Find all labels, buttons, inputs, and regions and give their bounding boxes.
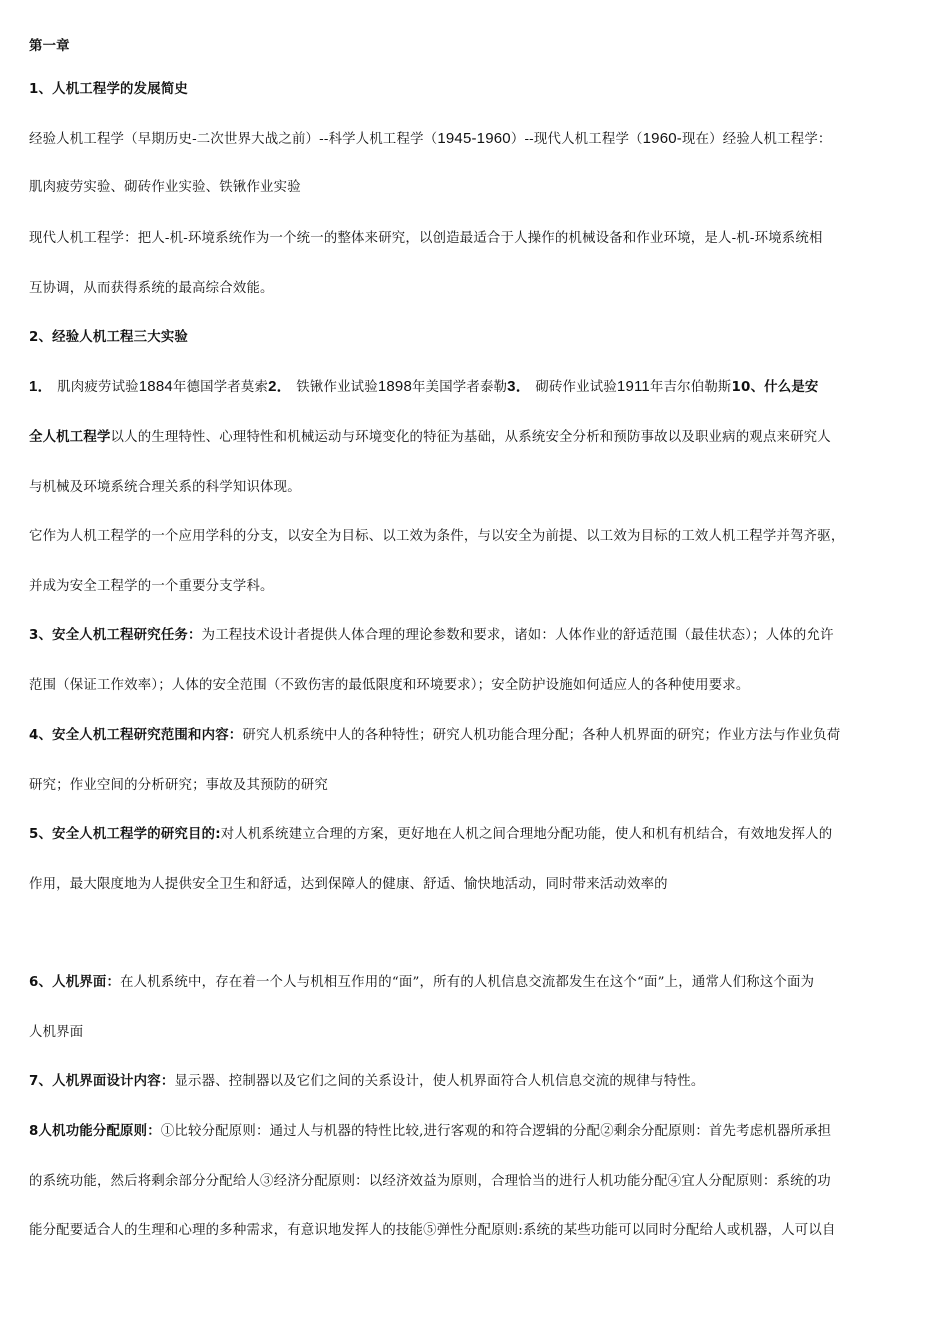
text: 显示器、控制器以及它们之间的关系设计，使人机界面符合人机信息交流的规律与特性。 xyxy=(174,1074,705,1089)
section-2-line-3: 与机械及环境系统合理关系的科学知识体现。 xyxy=(29,480,301,495)
section-6-line-1 xyxy=(29,973,814,993)
text: 年吉尔伯勒斯 xyxy=(649,380,732,395)
year: 1911 xyxy=(616,378,650,395)
section-10-heading: 10、什么是安 xyxy=(731,380,819,395)
section-4-line-2: 研究；作业空间的分析研究；事故及其预防的研究 xyxy=(29,778,328,793)
section-8-line-2: 的系统功能，然后将剩余部分分配给人③经济分配原则：以经济效益为原则，合理恰当的进行人机功能分配④宜人分配原则：系统的功 xyxy=(29,1174,831,1189)
section-8-heading: 8人机功能分配原则： xyxy=(29,1124,161,1139)
section-3-heading: 3、安全人机工程研究任务： xyxy=(29,628,202,643)
section-1-line-2: 肌肉疲劳实验、砌砖作业实验、铁锹作业实验 xyxy=(29,180,301,195)
section-2-line-5: 并成为安全工程学的一个重要分支学科。 xyxy=(29,579,274,594)
item-number: 2． xyxy=(268,378,292,395)
section-10-heading-cont: 全人机工程学 xyxy=(29,430,111,445)
text: 年美国学者泰勒 xyxy=(412,380,508,395)
text: 以人的生理特性、心理特性和机械运动与环境变化的特征为基础，从系统安全分析和预防事故以及职业病的观点来研究人 xyxy=(110,430,831,445)
section-2-line-4: 它作为人机工程学的一个应用学科的分支，以安全为目标、以工效为条件，与以安全为前提、以工效为目标的工效人机工程学并驾齐驱， xyxy=(29,529,845,544)
section-5-heading: 5、安全人机工程学的研究目的: xyxy=(29,827,221,842)
text: 对人机系统建立合理的方案，更好地在人机之间合理地分配功能，使人和机有机结合，有效地发挥人的 xyxy=(220,827,833,842)
section-7-heading: 7、人机界面设计内容： xyxy=(29,1074,175,1089)
text: ①比较分配原则：通过人与机器的特性比较,进行客观的和符合逻辑的分配②剩余分配原则：首先考虑机器所承担 xyxy=(160,1124,832,1139)
text: 年德国学者莫索 xyxy=(172,380,269,395)
section-1-heading: 1、人机工程学的发展简史 xyxy=(29,82,189,97)
section-2-line-2 xyxy=(29,428,831,448)
year: 1898 xyxy=(377,378,413,395)
text: 铁锹作业试验 xyxy=(296,380,378,395)
text: 研究人机系统中人的各种特性；研究人机功能合理分配；各种人机界面的研究；作业方法与作业负荷 xyxy=(242,728,841,743)
section-7-line-1 xyxy=(29,1072,704,1092)
section-1-line-3: 现代人机工程学：把人-机-环境系统作为一个统一的整体来研究，以创造最适合于人操作的机械设备和作业环境，是人-机-环境系统相 xyxy=(29,231,823,246)
year: 1884 xyxy=(138,378,173,395)
section-2-heading: 2、经验人机工程三大实验 xyxy=(29,330,189,345)
section-2-line-1 xyxy=(29,377,819,398)
section-8-line-1 xyxy=(29,1122,831,1142)
text: 为工程技术设计者提供人体合理的理论参数和要求，诸如：人体作业的舒适范围（最佳状态）；人体的允许 xyxy=(201,628,834,643)
section-5-line-1 xyxy=(29,825,832,845)
section-1-line-1 xyxy=(29,129,832,150)
section-4-heading: 4、安全人机工程研究范围和内容： xyxy=(29,728,243,743)
text: 砌砖作业试验 xyxy=(535,380,617,395)
text: 现在）经验人机工程学： xyxy=(682,132,832,147)
section-8-line-3: 能分配要适合人的生理和心理的多种需求，有意识地发挥人的技能⑤弹性分配原则:系统的某些功能可以同时分配给人或机器，人可以自 xyxy=(29,1223,836,1238)
section-6-heading: 6、人机界面： xyxy=(29,975,121,990)
year-range: 1945-1960 xyxy=(437,130,511,147)
section-1-line-4: 互协调，从而获得系统的最高综合效能。 xyxy=(29,281,274,296)
item-number: 3． xyxy=(507,378,531,395)
year: 1960- xyxy=(642,130,682,147)
item-number: 1． xyxy=(29,378,53,395)
section-5-line-2: 作用，最大限度地为人提供安全卫生和舒适，达到保障人的健康、舒适、愉快地活动，同时带来活动效率的 xyxy=(29,877,668,892)
text: ）--现代人机工程学（ xyxy=(510,132,643,147)
text: 肌肉疲劳试验 xyxy=(57,380,139,395)
section-3-line-1 xyxy=(29,626,834,646)
section-6-line-2: 人机界面 xyxy=(29,1025,84,1040)
text: 在人机系统中，存在着一个人与机相互作用的“面”，所有的人机信息交流都发生在这个“面”上，通常人们称这个面为 xyxy=(120,975,815,990)
section-4-line-1 xyxy=(29,726,840,746)
chapter-title: 第一章 xyxy=(29,39,70,54)
text: 经验人机工程学（早期历史-二次世界大战之前）--科学人机工程学（ xyxy=(29,132,438,147)
section-3-line-2: 范围（保证工作效率）；人体的安全范围（不致伤害的最低限度和环境要求）；安全防护设施如何适应人的各种使用要求。 xyxy=(29,678,750,693)
